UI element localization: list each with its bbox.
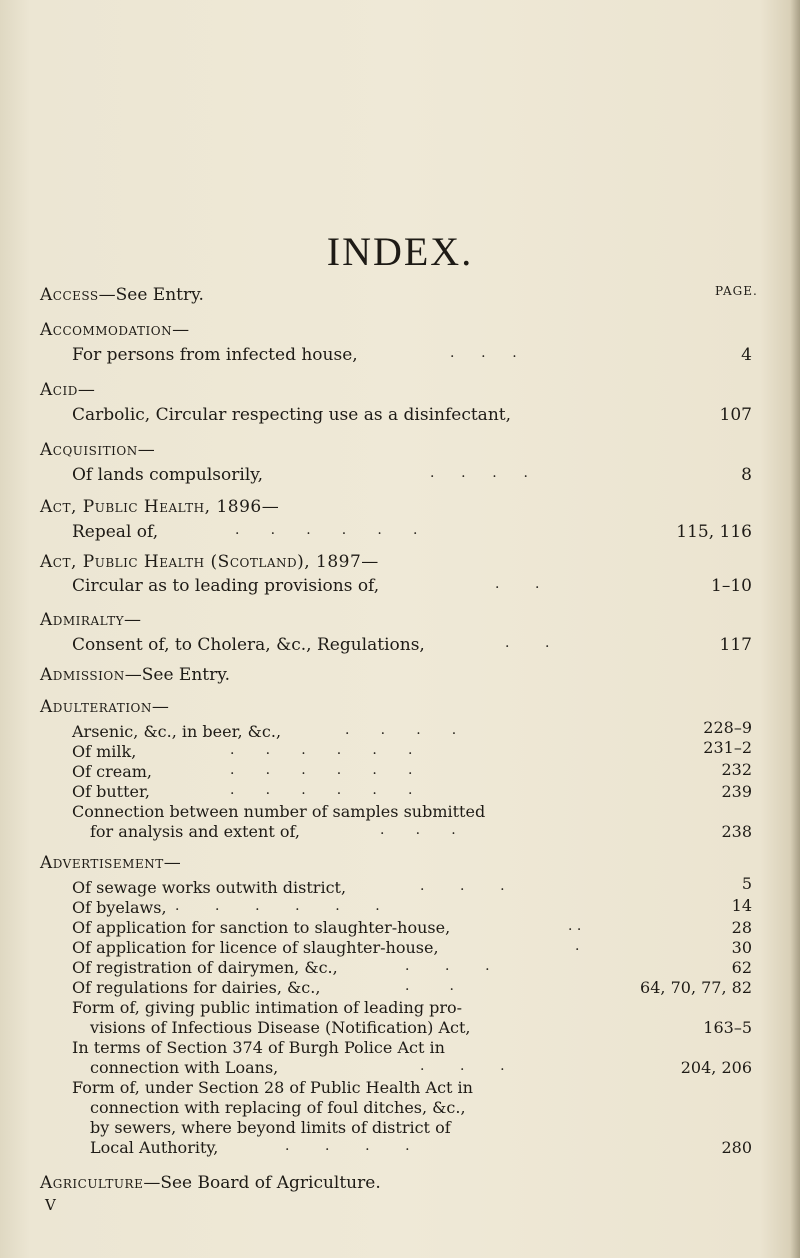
entry-act-1896: Act, Public Health, 1896—: [40, 497, 280, 517]
see-reference: —See Entry.: [98, 285, 204, 305]
entry-accommodation: Accommodation—: [40, 320, 190, 340]
leader-dots: ·: [575, 942, 580, 958]
leader-dots: · ·: [405, 982, 454, 998]
page-number: 232: [721, 760, 752, 779]
entry-heading: Admission: [40, 665, 125, 685]
leader-dots: · · · ·: [345, 726, 457, 742]
page-number: 8: [741, 465, 752, 485]
page-number: 28: [731, 918, 752, 937]
entry-admiralty: Admiralty—: [40, 610, 142, 630]
entry-heading: Agriculture: [40, 1173, 144, 1193]
sub-entry: Carbolic, Circular respecting use as a disinfectant,: [72, 405, 512, 425]
sub-entry: Of sewage works outwith district,: [72, 878, 347, 897]
sub-entry-continued: connection with replacing of foul ditches, &c.,: [90, 1098, 466, 1117]
sub-entry: Arsenic, &c., in beer, &c.,: [72, 722, 282, 741]
sub-entry: Of byelaws,: [72, 898, 167, 917]
sub-entry: Of application for licence of slaughter-house,: [72, 938, 439, 957]
leader-dots: · · · · · ·: [230, 786, 413, 802]
page-number: 1–10: [711, 576, 752, 596]
page-number: 5: [741, 874, 752, 893]
entry-admission: [40, 665, 230, 685]
page-number: 238: [721, 822, 752, 841]
page-number: 62: [731, 958, 752, 977]
leader-dots: · · ·: [420, 1062, 505, 1078]
entry-access: [40, 285, 204, 305]
entry-act-scotland-1897: Act, Public Health (Scotland), 1897—: [40, 552, 379, 572]
entry-advertisement: Advertisement—: [40, 853, 182, 873]
sub-entry: Of lands compulsorily,: [72, 465, 264, 485]
leader-dots: · · · ·: [430, 469, 528, 485]
page-number: 231–2: [703, 738, 752, 757]
entry-heading: Access: [40, 285, 99, 305]
see-reference: —See Board of Agriculture.: [143, 1173, 381, 1193]
leader-dots: · · ·: [380, 826, 456, 842]
page-number: 14: [731, 896, 752, 915]
sub-entry-continued: for analysis and extent of,: [90, 822, 300, 841]
leader-dots: · ·: [568, 922, 582, 938]
page-number: 280: [721, 1138, 752, 1157]
sub-entry: Of butter,: [72, 782, 150, 801]
entry-agriculture: [40, 1173, 381, 1193]
sub-entry: Consent of, to Cholera, &c., Regulations,: [72, 635, 425, 655]
see-reference: —See Entry.: [124, 665, 230, 685]
sub-entry-continued: by sewers, where beyond limits of district of: [90, 1118, 451, 1137]
sub-entry: Repeal of,: [72, 522, 159, 542]
entry-acquisition: Acquisition—: [40, 440, 156, 460]
sub-entry: In terms of Section 374 of Burgh Police Act in: [72, 1038, 445, 1057]
sub-entry: Connection between number of samples submitted: [72, 802, 486, 821]
leader-dots: · · ·: [405, 962, 490, 978]
page-number: 117: [719, 635, 752, 655]
page-number: 107: [719, 405, 752, 425]
page-number: 4: [741, 345, 752, 365]
sub-entry: Of registration of dairymen, &c.,: [72, 958, 338, 977]
leader-dots: · · · ·: [285, 1142, 410, 1158]
sub-entry: Of milk,: [72, 742, 137, 761]
entry-acid: Acid—: [40, 380, 96, 400]
page-number: 239: [721, 782, 752, 801]
leader-dots: · ·: [495, 580, 540, 596]
page-column-label: PAGE.: [715, 284, 758, 298]
page-number: 163–5: [703, 1018, 752, 1037]
signature-mark: V: [45, 1196, 56, 1214]
leader-dots: · · · · · ·: [230, 766, 413, 782]
leader-dots: · · ·: [420, 882, 505, 898]
sub-entry: Form of, under Section 28 of Public Health Act in: [72, 1078, 473, 1097]
sub-entry: Circular as to leading provisions of,: [72, 576, 380, 596]
page-number: 204, 206: [680, 1058, 752, 1077]
leader-dots: · · · · · ·: [235, 526, 418, 542]
page-number: 115, 116: [676, 522, 752, 542]
sub-entry: For persons from infected house,: [72, 345, 358, 365]
sub-entry: Of cream,: [72, 762, 152, 781]
page-title: INDEX.: [326, 229, 474, 274]
leader-dots: · · ·: [450, 349, 517, 365]
page-number: 228–9: [703, 718, 752, 737]
leader-dots: · · · · · ·: [230, 746, 413, 762]
sub-entry-continued: Local Authority,: [90, 1138, 219, 1157]
sub-entry-continued: connection with Loans,: [90, 1058, 279, 1077]
sub-entry-continued: visions of Infectious Disease (Notification) Act,: [90, 1018, 471, 1037]
sub-entry: Of regulations for dairies, &c.,: [72, 978, 321, 997]
page-number: 64, 70, 77, 82: [640, 978, 752, 997]
sub-entry: Form of, giving public intimation of leading pro-: [72, 998, 463, 1017]
leader-dots: · ·: [505, 639, 550, 655]
leader-dots: · · · · · ·: [175, 902, 380, 918]
page-number: 30: [731, 938, 752, 957]
entry-adulteration: Adulteration—: [40, 697, 170, 717]
sub-entry: Of application for sanction to slaughter-house,: [72, 918, 451, 937]
